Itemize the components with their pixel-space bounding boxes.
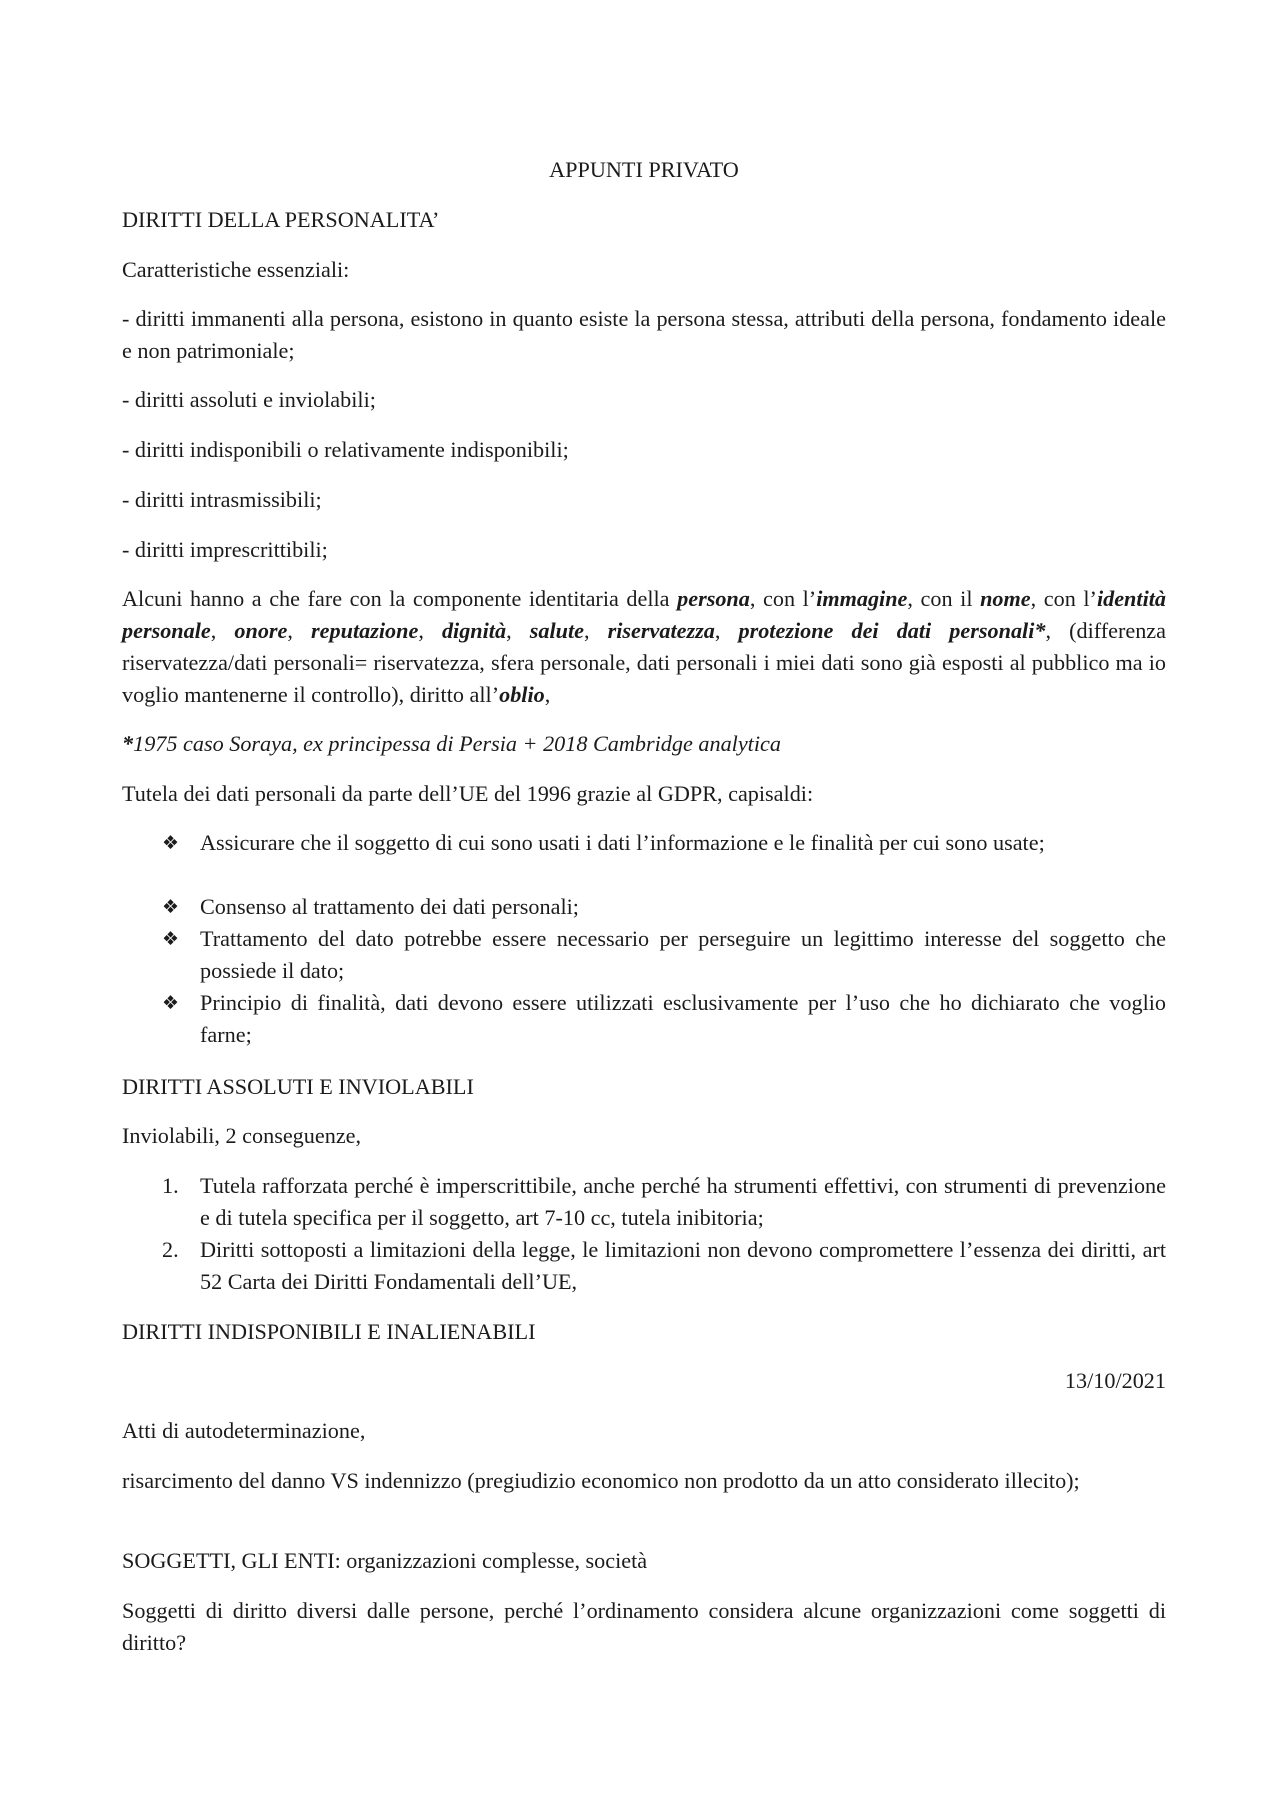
caratteristiche-label: Caratteristiche essenziali: <box>122 257 350 282</box>
footnote: *1975 caso Soraya, ex principessa di Persia + 2018 Cambridge analytica <box>122 731 781 756</box>
heading-diritti-indisponibili: DIRITTI INDISPONIBILI E INALIENABILI <box>122 1319 536 1344</box>
inviolabili-list-item: 2. Diritti sottoposti a limitazioni della legge, le limitazioni non devono compromettere l’essenza dei diritti, art 52 Carta dei Diritti Fondamentali dell’UE, <box>162 1234 1166 1298</box>
gdpr-list-item: ❖ Principio di finalità, dati devono essere utilizzati esclusivamente per l’uso che ho dichiarato che voglio farne; <box>162 987 1166 1051</box>
heading-diritti-assoluti: DIRITTI ASSOLUTI E INVIOLABILI <box>122 1074 474 1099</box>
atti-paragraph: Atti di autodeterminazione, <box>122 1418 366 1443</box>
caratteristica-item: - diritti immanenti alla persona, esistono in quanto esiste la persona stessa, attributi della persona, fondamento ideale e non patrimoniale; <box>122 306 1166 363</box>
diamond-bullet-icon: ❖ <box>162 832 180 854</box>
list-number: 1. <box>162 1173 179 1198</box>
gdpr-list-item: ❖ Trattamento del dato potrebbe essere necessario per perseguire un legittimo interesse del soggetto che possiede il dato; <box>162 923 1166 987</box>
gdpr-list-item: ❖ Consenso al trattamento dei dati personali; <box>162 891 1166 923</box>
soggetti-heading: SOGGETTI, GLI ENTI: organizzazioni complesse, società <box>122 1548 648 1573</box>
gdpr-list-item: ❖ Assicurare che il soggetto di cui sono usati i dati l’informazione e le finalità per cui sono usate; <box>162 827 1166 859</box>
document-title: APPUNTI PRIVATO <box>549 157 739 182</box>
caratteristica-item: - diritti indisponibili o relativamente indisponibili; <box>122 437 569 462</box>
list-number: 2. <box>162 1237 179 1262</box>
diamond-bullet-icon: ❖ <box>162 928 180 950</box>
soggetti-paragraph: Soggetti di diritto diversi dalle persone, perché l’ordinamento considera alcune organizzazioni come soggetti di diritto? <box>122 1598 1166 1655</box>
heading-diritti-personalita: DIRITTI DELLA PERSONALITA’ <box>122 207 440 232</box>
caratteristica-item: - diritti assoluti e inviolabili; <box>122 387 376 412</box>
diamond-bullet-icon: ❖ <box>162 896 180 918</box>
risarcimento-paragraph: risarcimento del danno VS indennizzo (pregiudizio economico non prodotto da un atto considerato illecito); <box>122 1468 1080 1493</box>
date-stamp: 13/10/2021 <box>1064 1368 1166 1393</box>
diamond-bullet-icon: ❖ <box>162 992 180 1014</box>
inviolabili-intro: Inviolabili, 2 conseguenze, <box>122 1123 362 1148</box>
inviolabili-list-item: 1. Tutela rafforzata perché è imperscrittibile, anche perché ha strumenti effettivi, con strumenti di prevenzione e di tutela specifica per il soggetto, art 7-10 cc, tutela inibitoria; <box>162 1170 1166 1234</box>
caratteristica-item: - diritti imprescrittibili; <box>122 537 328 562</box>
caratteristica-item: - diritti intrasmissibili; <box>122 487 322 512</box>
gdpr-intro: Tutela dei dati personali da parte dell’UE del 1996 grazie al GDPR, capisaldi: <box>122 781 814 806</box>
paragraph-alcuni: Alcuni hanno a che fare con la componente identitaria della persona, con l’immagine, con il nome, con l’identità personale, onore, reputazione, dignità, salute, riservatezza, protezione dei dati personali*, (differenza riservatezza/dati personali= riservatezza, sfera personale, dati personali i miei dati sono già esposti al pubblico ma io voglio mantenerne il controllo), diritto all’oblio, <box>122 586 1167 707</box>
